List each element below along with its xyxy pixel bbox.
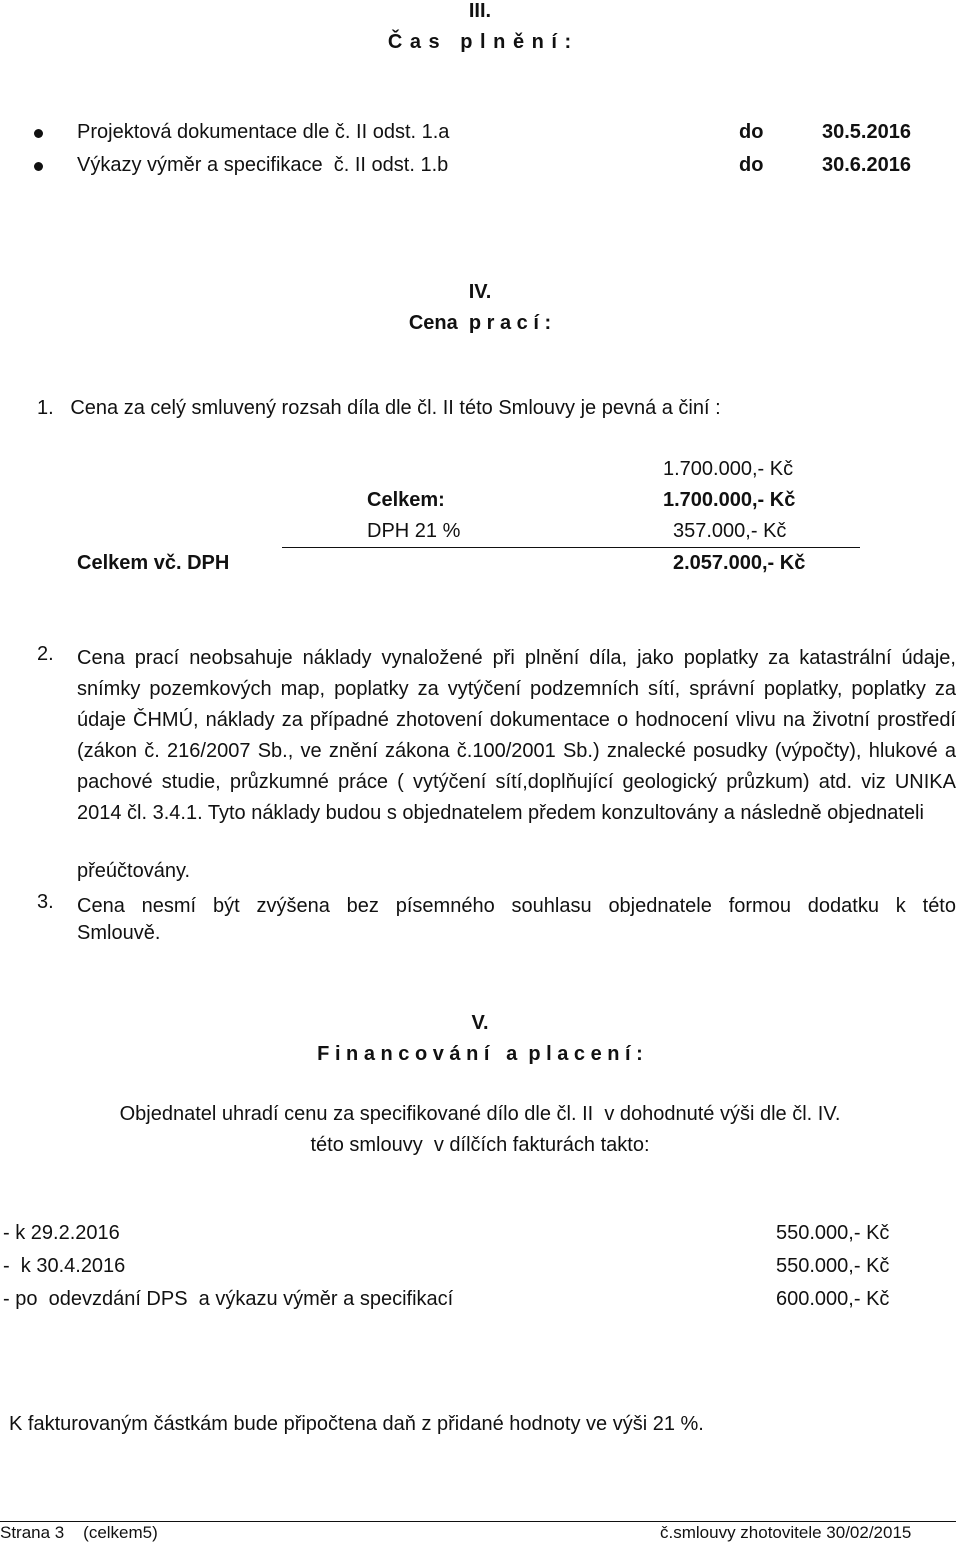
section-5-title: F i n a n c o v á n í a p l a c e n í :	[317, 1043, 643, 1065]
section-4-numeral: IV.	[468, 281, 492, 303]
section-3-title: Č a s p l n ě n í :	[387, 31, 573, 53]
bullet-icon	[34, 162, 43, 171]
financing-intro-line-1: Objednatel uhradí cenu za specifikované dílo dle čl. II v dohodnuté výši dle čl. IV.	[119, 1103, 841, 1125]
footer-divider-line	[0, 1521, 956, 1522]
price-divider-line	[282, 547, 860, 548]
schedule-item-2-label: Výkazy výměr a specifikace č. II odst. 1.b	[77, 154, 449, 176]
schedule-item-1-do: do	[739, 121, 764, 143]
payment-1-label: - k 29.2.2016	[3, 1222, 120, 1244]
paragraph-3-number: 3.	[37, 891, 54, 913]
section-5-numeral: V.	[471, 1012, 489, 1034]
vat-note: K fakturovaným částkám bude připočtena daň z přidané hodnoty ve výši 21 %.	[9, 1413, 704, 1435]
schedule-item-2-do: do	[739, 154, 764, 176]
paragraph-3-text: Cena nesmí být zvýšena bez písemného souhlasu objednatele formou dodatku k této	[77, 895, 956, 917]
schedule-item-1-label: Projektová dokumentace dle č. II odst. 1.a	[77, 121, 450, 143]
bullet-icon	[34, 129, 43, 138]
price-paragraph-1: 1. Cena za celý smluvený rozsah díla dle čl. II této Smlouvy je pevná a činí :	[37, 397, 721, 419]
payment-2-label: - k 30.4.2016	[3, 1255, 126, 1277]
section-3-numeral: III.	[468, 0, 492, 22]
total-value: 2.057.000,- Kč	[673, 552, 806, 574]
payment-2-amount: 550.000,- Kč	[776, 1255, 890, 1277]
paragraph-3-last-line: Smlouvě.	[77, 922, 161, 944]
payment-3-label: - po odevzdání DPS a výkazu výměr a specifikací	[3, 1288, 454, 1310]
price-base-value: 1.700.000,- Kč	[663, 458, 794, 480]
dph-value: 357.000,- Kč	[673, 520, 787, 542]
celkem-label: Celkem:	[367, 489, 445, 511]
payment-3-amount: 600.000,- Kč	[776, 1288, 890, 1310]
paragraph-2-last-line: přeúčtovány.	[77, 860, 191, 882]
financing-intro-line-2: této smlouvy v dílčích fakturách takto:	[310, 1134, 650, 1156]
footer-page-info: Strana 3 (celkem5)	[0, 1523, 158, 1542]
schedule-item-2-date: 30.6.2016	[822, 154, 911, 176]
section-4-title: Cena p r a c í :	[408, 312, 552, 334]
payment-1-amount: 550.000,- Kč	[776, 1222, 890, 1244]
dph-label: DPH 21 %	[367, 520, 461, 542]
schedule-item-1-date: 30.5.2016	[822, 121, 911, 143]
celkem-value: 1.700.000,- Kč	[663, 489, 796, 511]
total-label: Celkem vč. DPH	[77, 552, 230, 574]
paragraph-2-text: Cena prací neobsahuje náklady vynaložené při plnění díla, jako poplatky za katastrální údaje, snímky pozemkových map, poplatky za vytýčení podzemních sítí, správní poplatky, poplatky za údaje ČHMÚ, náklady za případné zhotovení dokumentace o hodnocení vlivu na životní prostředí (zákon č. 216/2007 Sb., ve znění zákona č.100/2001 Sb.) znalecké posudky (výpočty), hlukové a pachové studie, průzkumné práce ( vytýčení sítí,doplňující geologický průzkum) atd. viz UNIKA 2014 čl. 3.4.1. Tyto náklady budou s objednatelem předem konzultovány a následně objednateli	[77, 647, 956, 824]
footer-contract-number: č.smlouvy zhotovitele 30/02/2015	[660, 1523, 912, 1542]
paragraph-2-number: 2.	[37, 643, 54, 665]
